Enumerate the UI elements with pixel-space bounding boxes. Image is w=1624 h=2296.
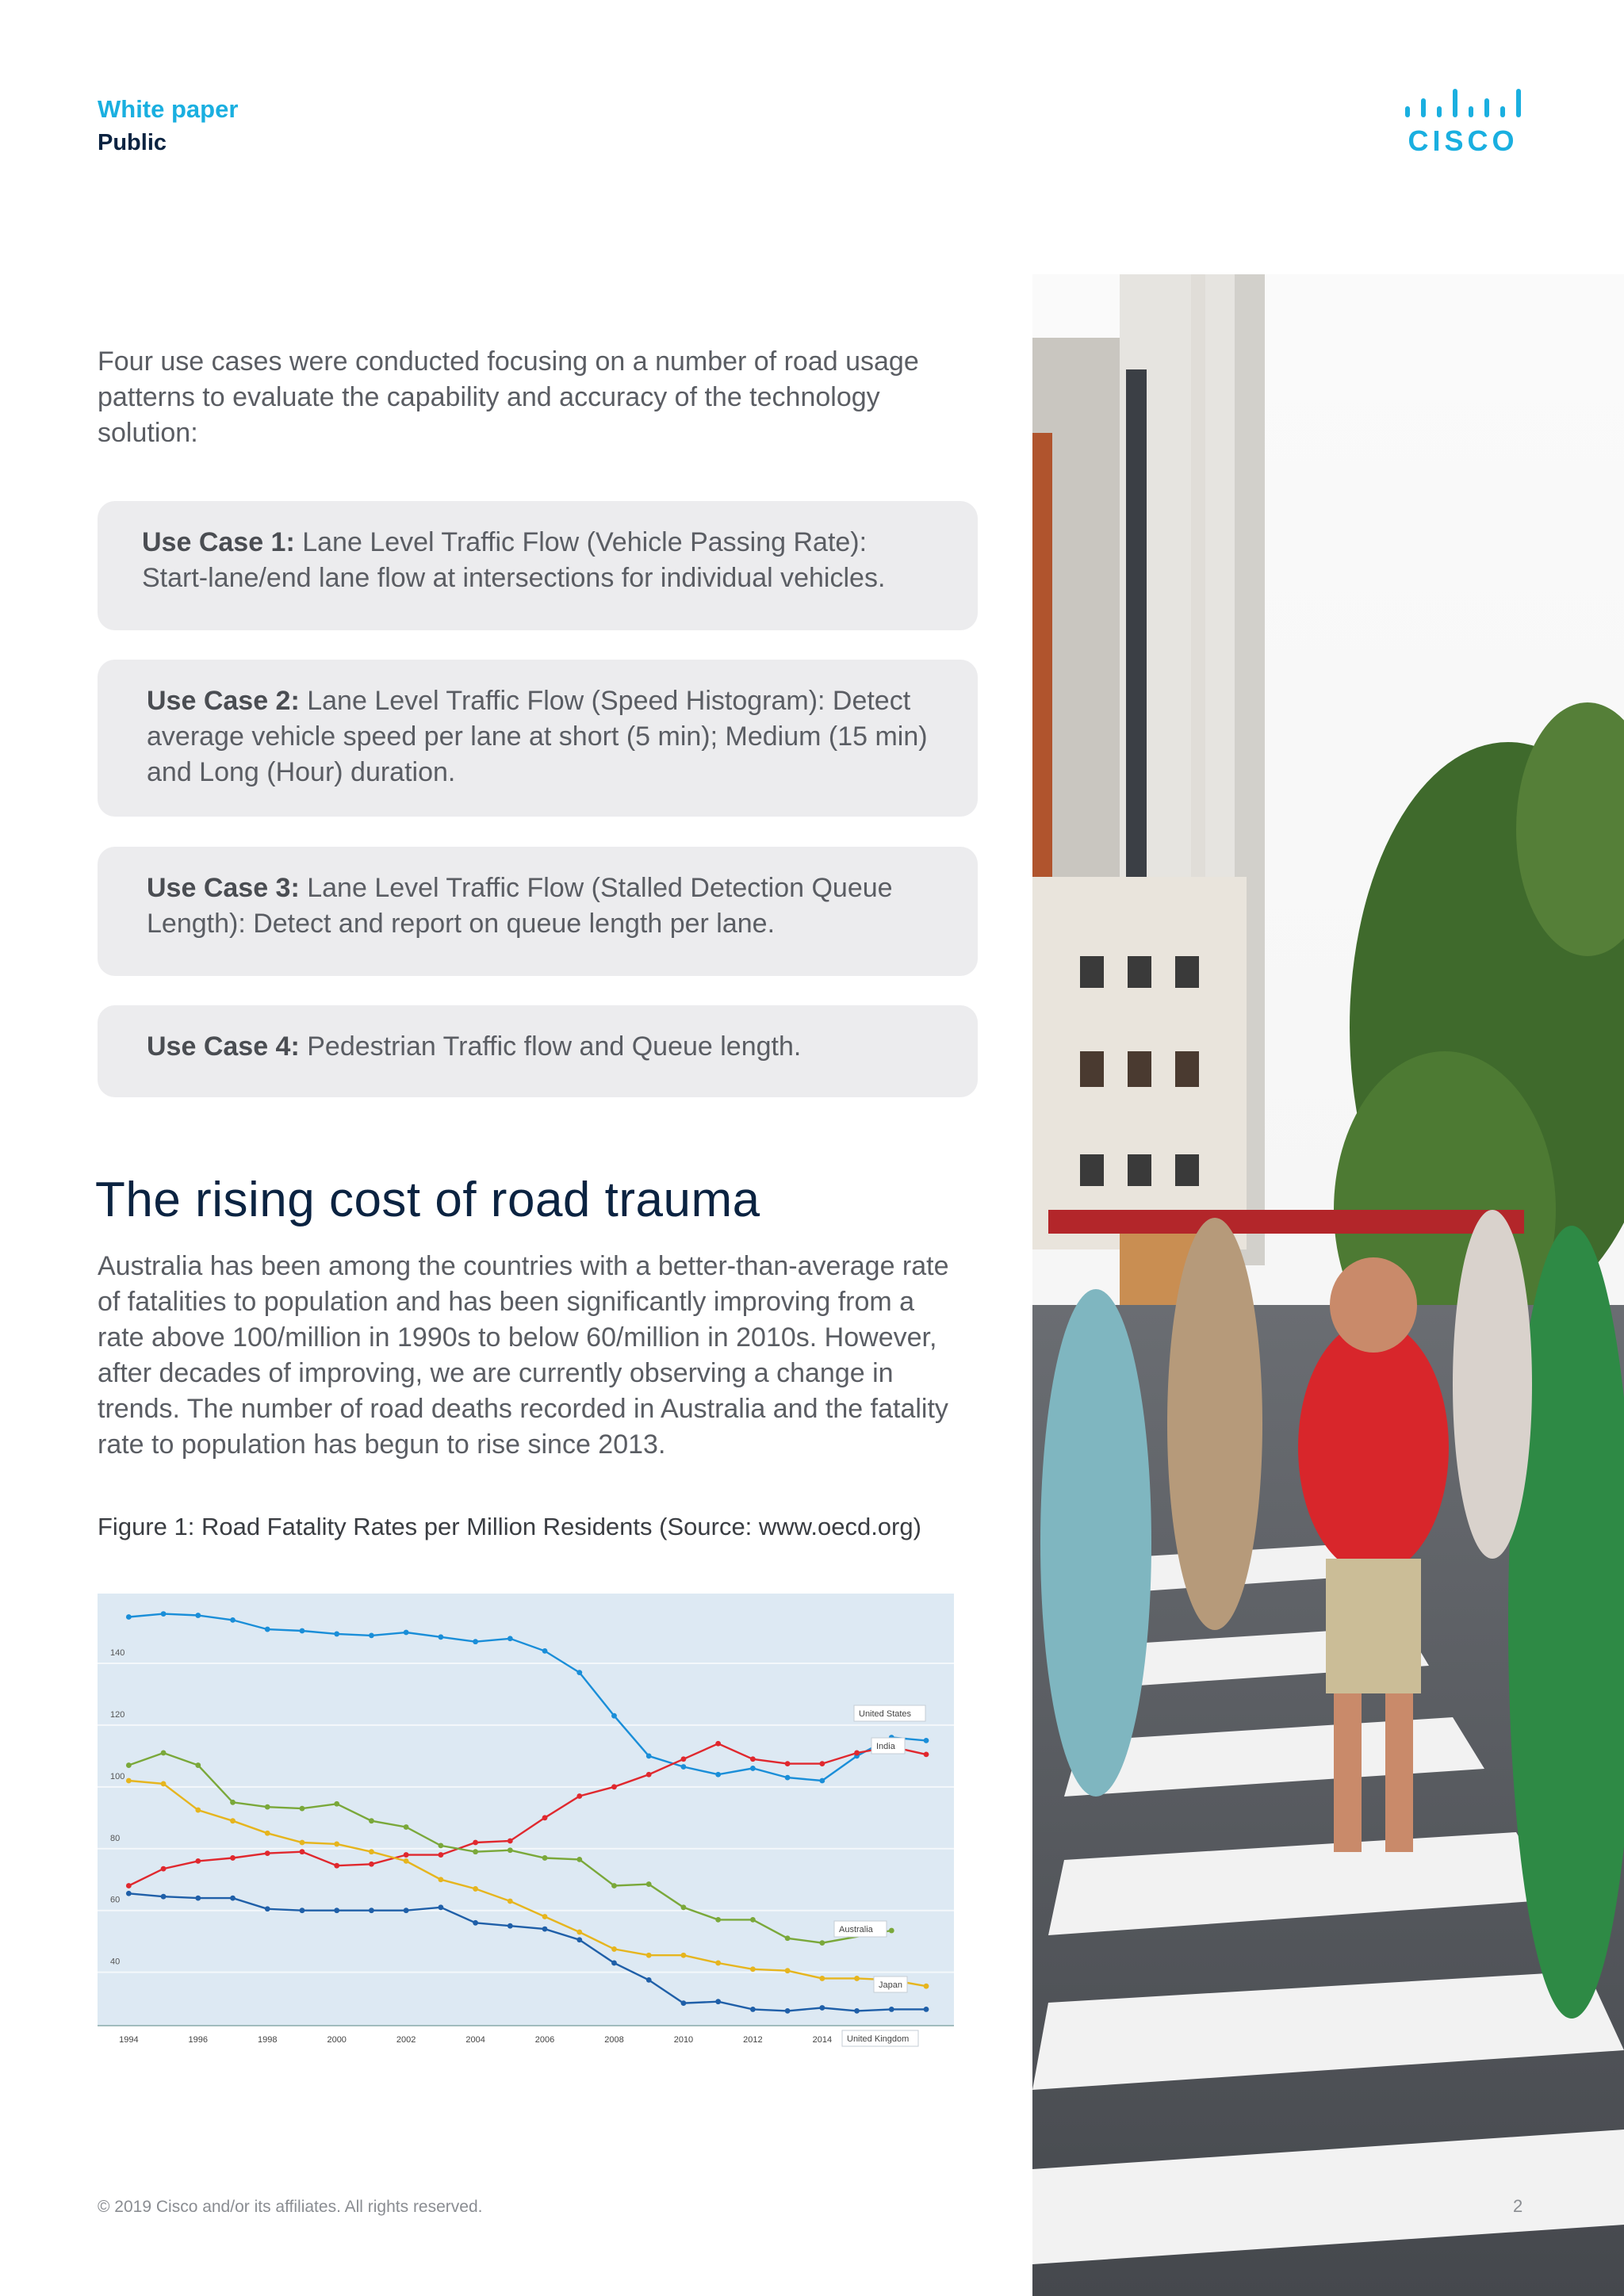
point-japan-2008 — [611, 1946, 617, 1952]
point-india-2013 — [785, 1761, 791, 1766]
y-tick-label-80: 80 — [110, 1833, 121, 1843]
use-case-2-box — [98, 660, 978, 817]
point-australia-2014 — [819, 1940, 825, 1946]
point-united-states-2003 — [438, 1634, 443, 1640]
point-japan-2011 — [715, 1961, 721, 1966]
point-india-1994 — [126, 1883, 132, 1888]
point-japan-2012 — [750, 1966, 756, 1972]
x-tick-label-2004: 2004 — [465, 2035, 485, 2045]
point-india-2005 — [508, 1839, 513, 1844]
point-united-kingdom-2006 — [542, 1927, 548, 1932]
point-australia-1996 — [195, 1762, 201, 1768]
point-india-2012 — [750, 1756, 756, 1762]
point-australia-2010 — [681, 1904, 687, 1910]
point-united-states-2010 — [681, 1764, 687, 1770]
point-japan-2007 — [576, 1930, 582, 1935]
point-japan-1994 — [126, 1778, 132, 1784]
legend-label-united-states: United States — [859, 1709, 912, 1719]
point-india-2014 — [819, 1761, 825, 1766]
use-case-3-label: Use Case 3: — [147, 873, 300, 903]
point-united-states-1998 — [265, 1627, 270, 1632]
point-japan-2013 — [785, 1968, 791, 1973]
point-united-states-2000 — [334, 1632, 339, 1637]
point-australia-2008 — [611, 1883, 617, 1888]
y-tick-label-100: 100 — [110, 1771, 125, 1781]
point-united-kingdom-1995 — [161, 1894, 167, 1900]
section-title: The rising cost of road trauma — [95, 1173, 760, 1227]
point-australia-2011 — [715, 1917, 721, 1923]
point-australia-2006 — [542, 1855, 548, 1861]
use-case-4-text: Pedestrian Traffic flow and Queue length. — [307, 1031, 802, 1062]
point-japan-2001 — [369, 1849, 374, 1854]
use-case-4-label: Use Case 4: — [147, 1031, 300, 1062]
y-tick-label-40: 40 — [110, 1957, 121, 1967]
point-australia-2003 — [438, 1843, 443, 1848]
x-tick-label-2006: 2006 — [534, 2035, 555, 2045]
legend-label-india: India — [876, 1742, 895, 1751]
point-united-kingdom-2005 — [508, 1923, 513, 1929]
point-united-states-2007 — [576, 1670, 582, 1675]
point-united-states-1996 — [195, 1613, 201, 1618]
point-united-states-2017 — [924, 1738, 929, 1743]
point-japan-2015 — [854, 1976, 860, 1981]
point-australia-2009 — [646, 1881, 652, 1887]
point-united-kingdom-2007 — [576, 1937, 582, 1942]
point-united-states-2012 — [750, 1766, 756, 1771]
point-japan-2004 — [473, 1886, 478, 1892]
point-united-kingdom-1996 — [195, 1896, 201, 1901]
point-united-kingdom-2009 — [646, 1977, 652, 1983]
use-case-4-box — [98, 1005, 978, 1097]
legend-label-australia: Australia — [839, 1925, 873, 1934]
point-united-kingdom-2011 — [715, 1999, 721, 2004]
point-australia-1999 — [300, 1806, 305, 1812]
figure-caption: Figure 1: Road Fatality Rates per Million Residents (Source: www.oecd.org) — [98, 1513, 921, 1540]
photo-old-building — [1032, 877, 1247, 1249]
x-tick-label-1998: 1998 — [258, 2035, 278, 2045]
point-india-2001 — [369, 1862, 374, 1867]
point-united-kingdom-1998 — [265, 1906, 270, 1911]
document-type-label: White paper — [98, 95, 239, 123]
point-united-states-2002 — [404, 1630, 409, 1636]
copyright-notice: © 2019 Cisco and/or its affiliates. All rights reserved. — [98, 2198, 483, 2216]
legend-label-united-kingdom: United Kingdom — [847, 2034, 910, 2044]
point-japan-2000 — [334, 1842, 339, 1847]
point-australia-2016 — [889, 1928, 894, 1934]
point-japan-2010 — [681, 1953, 687, 1958]
point-united-kingdom-2013 — [785, 2008, 791, 2014]
point-japan-2006 — [542, 1914, 548, 1919]
use-case-1-text: Lane Level Traffic Flow (Vehicle Passing Rate): Start-lane/end lane flow at intersections for individual vehicles. — [142, 527, 886, 593]
point-united-kingdom-2016 — [889, 2007, 894, 2012]
point-united-states-1999 — [300, 1628, 305, 1634]
point-india-2000 — [334, 1863, 339, 1869]
use-case-1-label: Use Case 1: — [142, 527, 295, 557]
point-india-2002 — [404, 1852, 409, 1858]
point-australia-2002 — [404, 1824, 409, 1830]
point-united-states-1994 — [126, 1614, 132, 1620]
point-india-2003 — [438, 1852, 443, 1858]
point-japan-1997 — [230, 1818, 236, 1823]
use-case-1-box — [98, 501, 978, 630]
point-india-2008 — [611, 1784, 617, 1789]
x-tick-label-2008: 2008 — [604, 2035, 624, 2045]
cisco-logo-bars — [1405, 89, 1521, 117]
point-japan-2014 — [819, 1976, 825, 1981]
point-india-2006 — [542, 1815, 548, 1820]
point-india-1998 — [265, 1850, 270, 1856]
point-australia-2013 — [785, 1935, 791, 1941]
point-india-2004 — [473, 1840, 478, 1846]
point-united-kingdom-2008 — [611, 1961, 617, 1966]
point-india-2017 — [924, 1752, 929, 1758]
photo-kiosk-awning — [1048, 1210, 1524, 1234]
point-united-kingdom-2017 — [924, 2007, 929, 2012]
point-australia-2004 — [473, 1849, 478, 1854]
point-australia-2007 — [576, 1857, 582, 1862]
point-australia-2000 — [334, 1801, 339, 1807]
point-united-kingdom-2002 — [404, 1908, 409, 1913]
point-india-1995 — [161, 1866, 167, 1872]
fatality-rate-chart — [98, 1594, 954, 2053]
x-tick-label-2014: 2014 — [812, 2035, 833, 2045]
point-australia-2012 — [750, 1917, 756, 1923]
point-united-states-2004 — [473, 1639, 478, 1644]
point-united-kingdom-2010 — [681, 2000, 687, 2006]
point-united-states-1995 — [161, 1611, 167, 1617]
point-india-2010 — [681, 1756, 687, 1762]
point-australia-1994 — [126, 1762, 132, 1768]
point-australia-1997 — [230, 1800, 236, 1805]
x-tick-label-2010: 2010 — [673, 2035, 694, 2045]
point-japan-1995 — [161, 1781, 167, 1787]
point-japan-2002 — [404, 1858, 409, 1864]
point-united-kingdom-2012 — [750, 2007, 756, 2012]
point-united-states-1997 — [230, 1617, 236, 1623]
point-india-2011 — [715, 1741, 721, 1747]
point-united-kingdom-1999 — [300, 1908, 305, 1913]
point-united-states-2013 — [785, 1775, 791, 1781]
use-case-2-label: Use Case 2: — [147, 686, 300, 716]
x-tick-label-2000: 2000 — [327, 2035, 347, 2045]
y-tick-label-60: 60 — [110, 1895, 121, 1905]
x-tick-label-1994: 1994 — [119, 2035, 139, 2045]
point-australia-1995 — [161, 1751, 167, 1756]
point-united-kingdom-2004 — [473, 1920, 478, 1926]
point-united-kingdom-2014 — [819, 2005, 825, 2011]
x-tick-label-1996: 1996 — [188, 2035, 209, 2045]
point-india-1996 — [195, 1858, 201, 1864]
point-united-kingdom-2003 — [438, 1904, 443, 1910]
point-japan-1996 — [195, 1808, 201, 1813]
point-australia-2001 — [369, 1818, 374, 1823]
street-crossing-photo — [1032, 274, 1624, 2296]
use-case-2-text: Lane Level Traffic Flow (Speed Histogram): Detect average vehicle speed per lane at short (5 min); Medium (15 min) and Long (Hour) duration. — [147, 686, 928, 787]
chart-background — [98, 1594, 954, 2026]
point-united-kingdom-1994 — [126, 1891, 132, 1896]
point-united-states-2011 — [715, 1772, 721, 1777]
point-australia-2005 — [508, 1847, 513, 1853]
point-australia-1998 — [265, 1804, 270, 1810]
point-united-states-2008 — [611, 1713, 617, 1719]
cisco-logo-text: CISCO — [1408, 124, 1519, 157]
intro-paragraph: Four use cases were conducted focusing on a number of road usage patterns to evaluate the capability and accuracy of the technology solution: — [98, 346, 919, 448]
legend-label-japan: Japan — [879, 1980, 902, 1990]
point-united-states-2001 — [369, 1632, 374, 1638]
classification-label: Public — [98, 130, 167, 155]
point-united-kingdom-1997 — [230, 1896, 236, 1901]
point-japan-2005 — [508, 1899, 513, 1904]
y-tick-label-120: 120 — [110, 1709, 125, 1720]
point-united-states-2014 — [819, 1778, 825, 1784]
point-united-states-2009 — [646, 1753, 652, 1758]
point-japan-2009 — [646, 1953, 652, 1958]
point-japan-1998 — [265, 1831, 270, 1836]
point-united-kingdom-2015 — [854, 2008, 860, 2014]
use-case-3-text: Lane Level Traffic Flow (Stalled Detection Queue Length): Detect and report on queue length per lane. — [147, 873, 893, 939]
point-united-states-2005 — [508, 1636, 513, 1641]
point-india-1999 — [300, 1849, 305, 1854]
point-united-kingdom-2001 — [369, 1908, 374, 1913]
point-japan-2003 — [438, 1877, 443, 1882]
point-india-2007 — [576, 1793, 582, 1799]
x-tick-label-2012: 2012 — [743, 2035, 763, 2045]
section-body: Australia has been among the countries with a better-than-average rate of fatalities to population and has been significantly improving from a rate above 100/million in 1990s to below 60/million in 2010s. However, after decades of improving, we are currently observing a change in trends. The number of road deaths recorded in Australia and the fatality rate to population has begun to rise since 2013. — [98, 1251, 949, 1460]
point-japan-2017 — [924, 1984, 929, 1989]
page-number: 2 — [1513, 2196, 1523, 2216]
x-tick-label-2002: 2002 — [396, 2035, 416, 2045]
use-case-3-box — [98, 847, 978, 976]
point-india-2009 — [646, 1772, 652, 1777]
y-tick-label-140: 140 — [110, 1647, 125, 1658]
point-united-states-2006 — [542, 1648, 548, 1654]
point-india-2015 — [854, 1751, 860, 1756]
point-japan-1999 — [300, 1840, 305, 1846]
point-united-kingdom-2000 — [334, 1908, 339, 1913]
point-india-1997 — [230, 1855, 236, 1861]
cisco-logo — [1402, 86, 1529, 157]
